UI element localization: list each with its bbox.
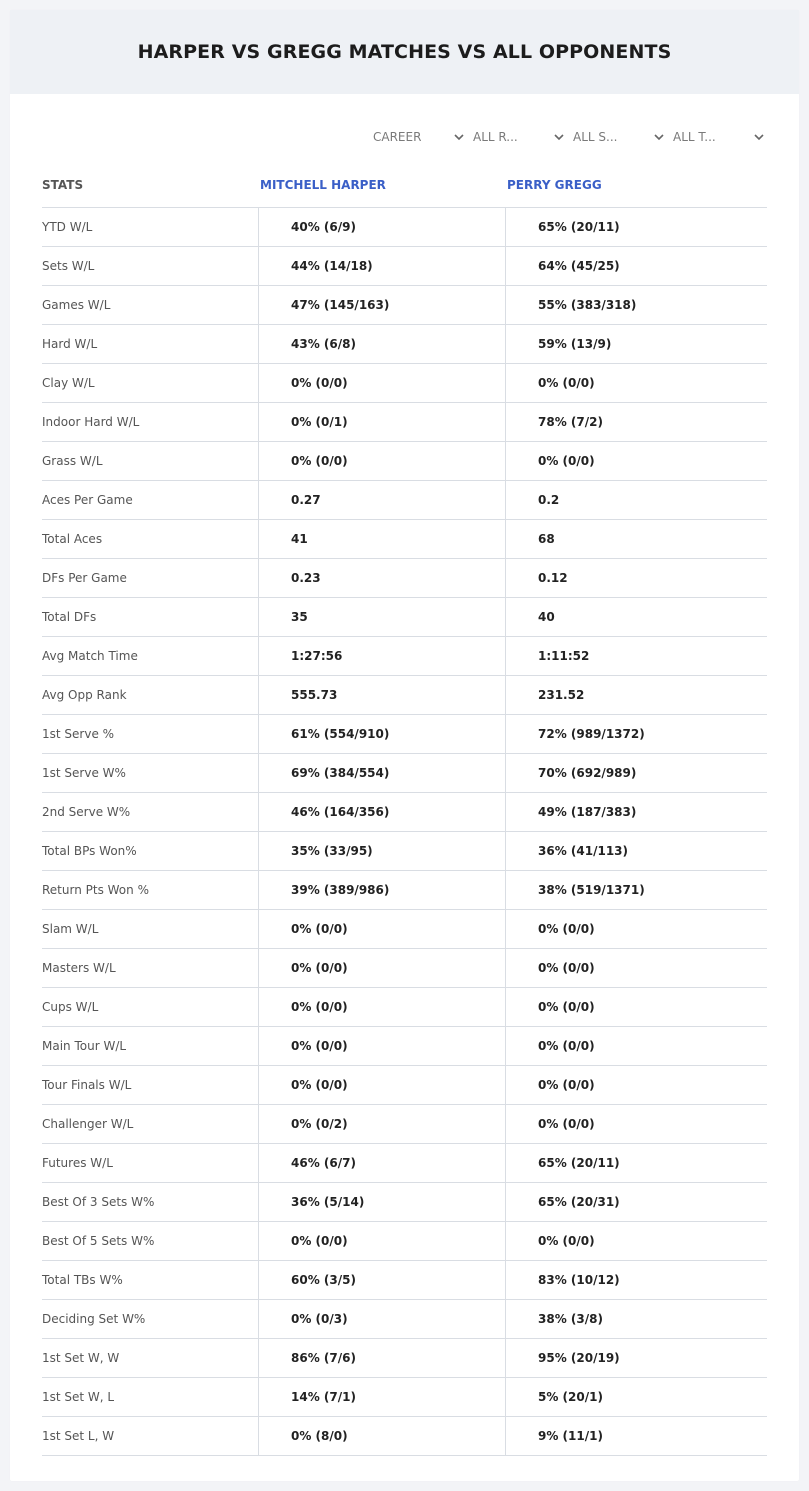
- player1-value: 0% (0/0): [259, 1222, 506, 1260]
- table-header: [42, 162, 767, 208]
- table-row: [42, 832, 767, 871]
- stat-label: Indoor Hard W/L: [42, 403, 259, 441]
- player2-value: 65% (20/11): [538, 1156, 620, 1170]
- player2-value: 0% (0/0): [538, 1117, 595, 1131]
- table-row: [42, 247, 767, 286]
- player2-value: 38% (519/1371): [538, 883, 645, 897]
- table-row: [42, 559, 767, 598]
- stat-label: Masters W/L: [42, 949, 259, 987]
- stat-label: Futures W/L: [42, 1144, 259, 1182]
- card-header: [10, 10, 799, 94]
- stat-label: Tour Finals W/L: [42, 1066, 259, 1104]
- table-row: [42, 598, 767, 637]
- table-row: [42, 325, 767, 364]
- filter-dropdown-label: ALL S...: [573, 130, 618, 144]
- player2-value: 0.2: [538, 493, 560, 507]
- stat-label: Cups W/L: [42, 988, 259, 1026]
- player1-value: 0% (0/2): [259, 1105, 506, 1143]
- player1-value: 1:27:56: [259, 637, 506, 675]
- player1-column-header[interactable]: MITCHELL HARPER: [260, 177, 386, 192]
- filter-dropdown-3[interactable]: [667, 126, 767, 148]
- filter-dropdown-label: CAREER: [373, 130, 422, 144]
- player1-value: 69% (384/554): [259, 754, 506, 792]
- table-row: [42, 715, 767, 754]
- stat-label: Clay W/L: [42, 364, 259, 402]
- player2-value: 78% (7/2): [538, 415, 603, 429]
- table-row: [42, 1144, 767, 1183]
- player2-value: 72% (989/1372): [538, 727, 645, 741]
- stat-label: Slam W/L: [42, 910, 259, 948]
- table-row: [42, 1339, 767, 1378]
- stats-column-header: STATS: [42, 177, 84, 192]
- player2-value: 65% (20/11): [538, 220, 620, 234]
- table-row: [42, 1027, 767, 1066]
- stat-label: Best Of 3 Sets W%: [42, 1183, 259, 1221]
- player1-value: 46% (164/356): [259, 793, 506, 831]
- player1-value: 39% (389/986): [259, 871, 506, 909]
- stat-label: Challenger W/L: [42, 1105, 259, 1143]
- player2-value: 0% (0/0): [538, 1039, 595, 1053]
- table-row: [42, 403, 767, 442]
- player1-value: 0% (0/0): [259, 949, 506, 987]
- player2-value: 0% (0/0): [538, 376, 595, 390]
- stats-table: [42, 162, 767, 1456]
- player2-value: 40: [538, 610, 555, 624]
- stat-label: Avg Opp Rank: [42, 676, 259, 714]
- stat-label: YTD W/L: [42, 208, 259, 246]
- stat-label: Total BPs Won%: [42, 832, 259, 870]
- player1-value: 36% (5/14): [259, 1183, 506, 1221]
- stat-label: Return Pts Won %: [42, 871, 259, 909]
- filter-bar: [367, 126, 767, 148]
- player1-value: 0% (8/0): [259, 1417, 506, 1455]
- player2-value: 9% (11/1): [538, 1429, 603, 1443]
- player1-value: 47% (145/163): [259, 286, 506, 324]
- table-row: [42, 637, 767, 676]
- player2-value: 0% (0/0): [538, 961, 595, 975]
- player1-value: 0% (0/0): [259, 1066, 506, 1104]
- stat-label: Main Tour W/L: [42, 1027, 259, 1065]
- table-row: [42, 1417, 767, 1456]
- table-row: [42, 910, 767, 949]
- player2-value: 65% (20/31): [538, 1195, 620, 1209]
- stat-label: 2nd Serve W%: [42, 793, 259, 831]
- chevron-down-icon: [653, 131, 665, 143]
- player1-value: 0.23: [259, 559, 506, 597]
- player2-value: 0% (0/0): [538, 1234, 595, 1248]
- stat-label: Total DFs: [42, 598, 259, 636]
- table-row: [42, 1378, 767, 1417]
- player1-value: 14% (7/1): [259, 1378, 506, 1416]
- player1-value: 35: [259, 598, 506, 636]
- table-row: [42, 442, 767, 481]
- chevron-down-icon: [453, 131, 465, 143]
- table-row: [42, 871, 767, 910]
- table-row: [42, 1261, 767, 1300]
- table-row: [42, 1300, 767, 1339]
- stat-label: 1st Set W, L: [42, 1378, 259, 1416]
- table-row: [42, 1105, 767, 1144]
- player2-value: 68: [538, 532, 555, 546]
- player2-value: 49% (187/383): [538, 805, 637, 819]
- player2-value: 0.12: [538, 571, 568, 585]
- stat-label: Avg Match Time: [42, 637, 259, 675]
- stat-label: Games W/L: [42, 286, 259, 324]
- player1-value: 40% (6/9): [259, 208, 506, 246]
- player2-column-header[interactable]: PERRY GREGG: [507, 177, 602, 192]
- filter-dropdown-0[interactable]: [367, 126, 467, 148]
- table-row: [42, 793, 767, 832]
- player1-value: 0.27: [259, 481, 506, 519]
- table-row: [42, 988, 767, 1027]
- stat-label: Hard W/L: [42, 325, 259, 363]
- page-title: HARPER VS GREGG MATCHES VS ALL OPPONENTS: [137, 41, 672, 63]
- player1-value: 0% (0/0): [259, 442, 506, 480]
- stat-label: Total Aces: [42, 520, 259, 558]
- table-row: [42, 1183, 767, 1222]
- player2-value: 1:11:52: [538, 649, 590, 663]
- player1-value: 0% (0/0): [259, 910, 506, 948]
- stat-label: Aces Per Game: [42, 481, 259, 519]
- stat-label: Deciding Set W%: [42, 1300, 259, 1338]
- filter-dropdown-2[interactable]: [567, 126, 667, 148]
- player1-value: 41: [259, 520, 506, 558]
- player1-value: 86% (7/6): [259, 1339, 506, 1377]
- player1-value: 60% (3/5): [259, 1261, 506, 1299]
- chevron-down-icon: [753, 131, 765, 143]
- table-row: [42, 208, 767, 247]
- filter-dropdown-label: ALL T...: [673, 130, 716, 144]
- stat-label: 1st Set L, W: [42, 1417, 259, 1455]
- chevron-down-icon: [553, 131, 565, 143]
- stat-label: 1st Serve W%: [42, 754, 259, 792]
- table-row: [42, 949, 767, 988]
- player2-value: 83% (10/12): [538, 1273, 620, 1287]
- player2-value: 38% (3/8): [538, 1312, 603, 1326]
- stat-label: 1st Serve %: [42, 715, 259, 753]
- player1-value: 44% (14/18): [259, 247, 506, 285]
- stat-label: Total TBs W%: [42, 1261, 259, 1299]
- player2-value: 55% (383/318): [538, 298, 637, 312]
- player1-value: 0% (0/0): [259, 364, 506, 402]
- player2-value: 36% (41/113): [538, 844, 628, 858]
- table-row: [42, 364, 767, 403]
- player2-value: 5% (20/1): [538, 1390, 603, 1404]
- filter-dropdown-1[interactable]: [467, 126, 567, 148]
- table-row: [42, 481, 767, 520]
- stat-label: DFs Per Game: [42, 559, 259, 597]
- table-row: [42, 520, 767, 559]
- player1-value: 555.73: [259, 676, 506, 714]
- player1-value: 43% (6/8): [259, 325, 506, 363]
- table-row: [42, 1222, 767, 1261]
- table-row: [42, 1066, 767, 1105]
- stat-label: Grass W/L: [42, 442, 259, 480]
- player1-value: 0% (0/3): [259, 1300, 506, 1338]
- player2-value: 0% (0/0): [538, 922, 595, 936]
- table-body: [42, 208, 767, 1456]
- player1-value: 35% (33/95): [259, 832, 506, 870]
- player2-value: 0% (0/0): [538, 1078, 595, 1092]
- table-row: [42, 754, 767, 793]
- player2-value: 59% (13/9): [538, 337, 612, 351]
- table-row: [42, 286, 767, 325]
- player2-value: 0% (0/0): [538, 1000, 595, 1014]
- filter-dropdown-label: ALL R...: [473, 130, 518, 144]
- stat-label: 1st Set W, W: [42, 1339, 259, 1377]
- stat-label: Sets W/L: [42, 247, 259, 285]
- stats-card: [10, 10, 799, 1481]
- player2-value: 70% (692/989): [538, 766, 637, 780]
- player2-value: 95% (20/19): [538, 1351, 620, 1365]
- player1-value: 46% (6/7): [259, 1144, 506, 1182]
- player2-value: 64% (45/25): [538, 259, 620, 273]
- player1-value: 0% (0/1): [259, 403, 506, 441]
- player2-value: 231.52: [538, 688, 585, 702]
- player1-value: 61% (554/910): [259, 715, 506, 753]
- player1-value: 0% (0/0): [259, 988, 506, 1026]
- table-row: [42, 676, 767, 715]
- player1-value: 0% (0/0): [259, 1027, 506, 1065]
- stat-label: Best Of 5 Sets W%: [42, 1222, 259, 1260]
- player2-value: 0% (0/0): [538, 454, 595, 468]
